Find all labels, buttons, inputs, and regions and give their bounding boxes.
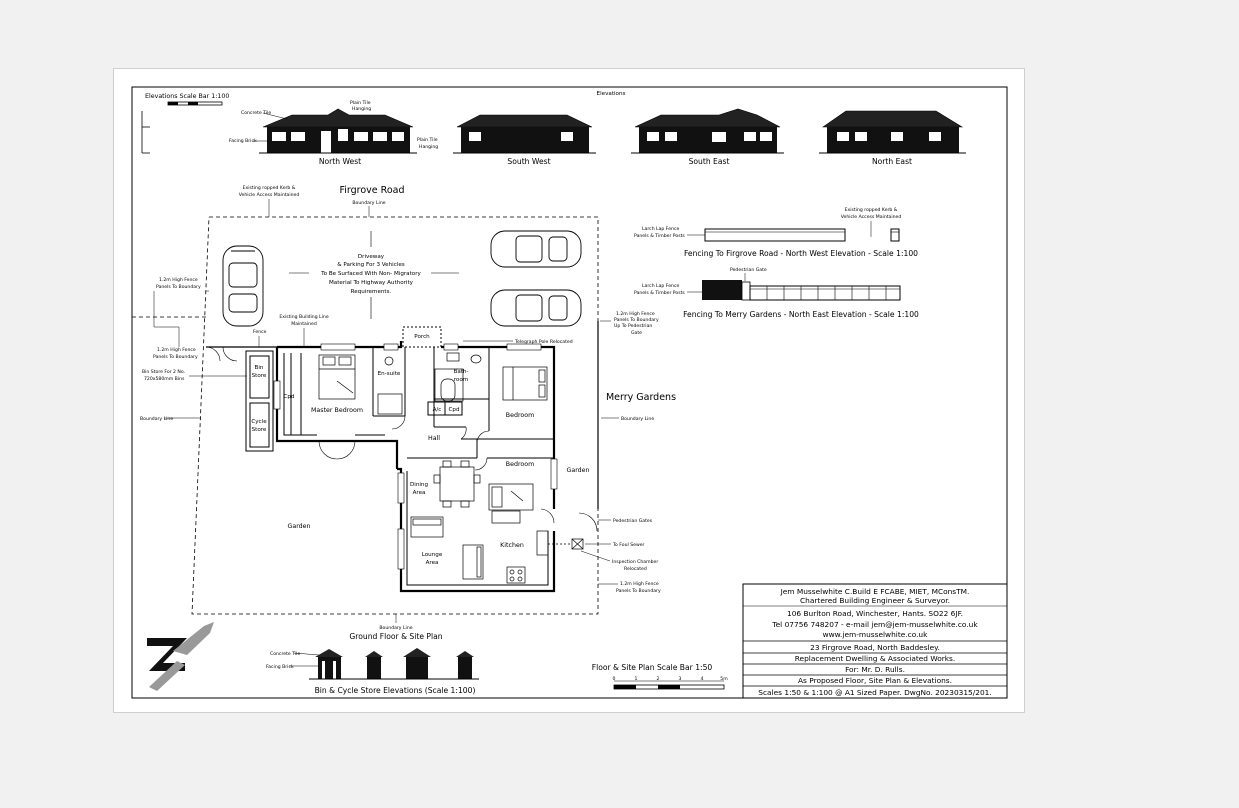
fence-left-2b: Panels To Boundary: [153, 355, 198, 360]
room-en-suite: En-suite: [377, 371, 401, 377]
driveway-line-4: Material To Highway Authority: [328, 280, 414, 286]
to-foul-sewer: To Foul Sewer: [613, 543, 645, 548]
cycle-store-label-2: Store: [251, 427, 267, 433]
fence-left-1b: Panels To Boundary: [156, 285, 201, 290]
fencing-kerb-2: Vehicle Access Maintained: [840, 215, 902, 220]
room-bathroom-1: Bath-: [453, 369, 469, 375]
note-plain-tile-1b: Hanging: [352, 107, 372, 112]
pedestrian-gate: Pedestrian Gate: [730, 268, 767, 273]
drawing-border: [132, 87, 1007, 698]
bin-store-label-1: Bin: [254, 365, 264, 371]
tb-line-3: 106 Burlton Road, Winchester, Hants. SO22 6JF.: [787, 609, 963, 618]
boundary-line-bottom: Boundary Line: [379, 626, 413, 631]
car-right-2: [491, 290, 581, 326]
elevation-label-south-east: South East: [688, 157, 730, 166]
note-plain-tile-2: Plain Tile: [417, 138, 438, 143]
elevations-scale-bar: [168, 102, 222, 105]
fence-right-3: Up To Pedestrian: [614, 324, 653, 329]
room-cpd: Cpd: [448, 407, 460, 413]
driveway-line-2: & Parking For 3 Vehicles: [337, 262, 405, 268]
room-lounge-1: Lounge: [421, 552, 443, 558]
cycle-store-label-1: Cycle: [251, 419, 267, 425]
fence-br-2: Panels To Boundary: [616, 589, 661, 594]
pedestrian-gates: Pedestrian Gates: [613, 519, 653, 524]
bin-elev-concrete-tile: Concrete Tile: [270, 652, 301, 657]
elevation-label-south-west: South West: [507, 157, 551, 166]
tb-line-1: Jem Musselwhite C.Build E FCABE, MIET, MConsTM.: [780, 587, 970, 596]
fencing-merry-title: Fencing To Merry Gardens - North East Elevation - Scale 1:100: [683, 310, 919, 319]
fence-left-2a: 1.2m High Fence: [157, 348, 196, 353]
scale-tick-1: 1: [634, 677, 638, 682]
inspection-chamber-2: Relocated: [624, 567, 647, 572]
driveway-line-1: Driveway: [357, 254, 385, 260]
fence-right-1: 1.2m High Fence: [616, 312, 655, 317]
room-dining-1: Dining: [409, 482, 429, 488]
elevations-heading: Elevations: [596, 91, 626, 97]
bin-store-label-2: Store: [251, 373, 267, 379]
plan-scale-title: Floor & Site Plan Scale Bar 1:50: [591, 663, 713, 672]
room-bedroom-1: Bedroom: [505, 412, 535, 419]
room-kitchen: Kitchen: [500, 542, 524, 549]
inspection-chamber-1: Inspection Chamber: [612, 560, 659, 565]
architectural-drawing: [114, 69, 1026, 714]
note-plain-tile-1: Plain Tile: [350, 101, 371, 106]
fence-merry: [702, 280, 900, 300]
fence-br-1: 1.2m High Fence: [620, 582, 659, 587]
room-bathroom-2: room: [453, 377, 469, 383]
scale-tick-0: 0: [612, 677, 616, 682]
car-left: [223, 246, 263, 326]
road-name: Firgrove Road: [339, 185, 405, 196]
boundary-line-right: Boundary Line: [621, 417, 655, 422]
note-plain-tile-2b: Hanging: [419, 145, 439, 150]
elevation-north-east: [819, 111, 966, 153]
tb-line-9: As Proposed Floor, Site Plan & Elevations.: [798, 676, 952, 685]
scale-tick-4: 4: [700, 677, 704, 682]
garden-left: Garden: [287, 523, 311, 530]
tb-line-8: For: Mr. D. Rulls.: [845, 665, 905, 674]
tb-line-7: Replacement Dwelling & Associated Works.: [794, 654, 956, 663]
room-porch: Porch: [414, 334, 430, 340]
fence-right-4: Gate: [631, 331, 643, 336]
side-road-name: Merry Gardens: [605, 392, 677, 403]
driveway-line-3: To Be Surfaced With Non- Migratory: [321, 271, 421, 277]
house-walls: [274, 327, 557, 591]
room-hall: Hall: [427, 435, 441, 442]
tb-line-10: Scales 1:50 & 1:100 @ A1 Sized Paper. DwgNo. 20230315/201.: [758, 688, 992, 697]
note-concrete-tile: Concrete Tile: [241, 111, 272, 116]
existing-kerb-2: Vehicle Access Maintained: [238, 193, 300, 198]
room-master-bedroom: Master Bedroom: [311, 407, 363, 414]
room-cpd-left: Cpd: [283, 394, 295, 400]
bin-store-elevations: [309, 648, 479, 679]
garden-right: Garden: [566, 467, 590, 474]
plan-scale-bar: [614, 681, 724, 689]
fencing-kerb-1: Existing ropped Kerb &: [844, 208, 898, 213]
building-line-2: Maintained: [291, 322, 317, 327]
boundary-line-top: Boundary Line: [352, 201, 386, 206]
fencing-firgrove-title: Fencing To Firgrove Road - North West Elevation - Scale 1:100: [683, 249, 919, 258]
note-facing-brick: Facing Brick: [229, 139, 257, 144]
room-lounge-2: Area: [425, 560, 439, 566]
tb-line-6: 23 Firgrove Road, North Baddesley.: [810, 643, 940, 652]
front-fence-left: [206, 347, 277, 361]
ground-floor-title: Ground Floor & Site Plan: [349, 632, 443, 641]
bin-store-note-1: Bin Store For 2 No.: [142, 370, 186, 375]
larch-lap-2b: Panels & Timber Posts: [634, 291, 685, 296]
scale-tick-2: 2: [656, 677, 660, 682]
bin-elev-facing-brick: Facing Brick: [266, 665, 294, 670]
elevation-south-west: [453, 115, 596, 153]
bin-store-note-2: 720x580mm Bins: [144, 377, 185, 382]
tb-line-2: Chartered Building Engineer & Surveyor.: [800, 596, 950, 605]
elevation-south-east: [631, 109, 784, 153]
scale-tick-5: 5m: [720, 677, 728, 682]
existing-kerb-1: Existing ropped Kerb &: [242, 186, 296, 191]
room-ac: A/c: [432, 407, 442, 413]
car-right-1: [491, 231, 581, 267]
larch-lap-2a: Larch Lap Fence: [642, 284, 680, 289]
scale-tick-3: 3: [678, 677, 682, 682]
telegraph-pole: Telegraph Pole Relocated: [515, 340, 573, 345]
fence-firgrove: [705, 229, 899, 241]
boundary-line-left: Boundary Line: [140, 417, 174, 422]
elevation-north-west: [259, 109, 417, 153]
bin-elevations-title: Bin & Cycle Store Elevations (Scale 1:100): [314, 686, 476, 695]
north-arrow-icon: [147, 622, 214, 691]
larch-lap-1a: Larch Lap Fence: [642, 227, 680, 232]
tb-line-4: Tel 07756 748207 - e-mail jem@jem-musselwhite.co.uk: [772, 620, 978, 629]
fence-right-2: Panels To Boundary: [614, 318, 659, 323]
title-block: [743, 584, 1007, 698]
room-bedroom-2: Bedroom: [505, 461, 535, 468]
elevation-marker: [142, 111, 150, 153]
building-line-1: Existing Building Line: [279, 315, 329, 320]
drawing-sheet: [113, 68, 1025, 713]
larch-lap-1b: Panels & Timber Posts: [634, 234, 685, 239]
elevation-label-north-east: North East: [871, 157, 913, 166]
elevation-label-north-west: North West: [318, 157, 362, 166]
fence-label: Fence: [253, 330, 267, 335]
driveway-line-5: Requirements.: [350, 289, 392, 295]
fence-left-1a: 1.2m High Fence: [159, 278, 198, 283]
room-dining-2: Area: [412, 490, 426, 496]
elevations-scale-label: Elevations Scale Bar 1:100: [145, 93, 230, 100]
tb-line-5: www.jem-musselwhite.co.uk: [822, 630, 928, 639]
